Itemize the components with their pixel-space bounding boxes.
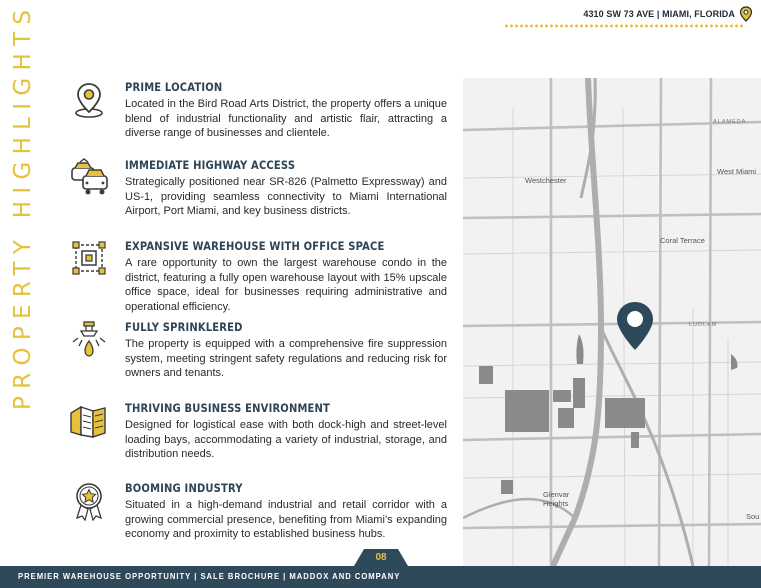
map-label-westchester: Westchester [525, 176, 567, 185]
section-body: Situated in a high-demand industrial and retail corridor with a growing commercial presence, benefiting from Miami’s expanding economy and proximity to established business hubs. [125, 499, 447, 541]
section-body: The property is equipped with a comprehensive fire suppression system, meeting stringent safety regulations and reducing risk for owners and tenants. [125, 338, 447, 380]
buildings-icon [68, 401, 110, 441]
footer-text: PREMIER WAREHOUSE OPPORTUNITY | SALE BROCHURE | MADDOX AND COMPANY [18, 571, 401, 581]
map-label-west-miami: West Miami [717, 167, 757, 176]
section-title: THRIVING BUSINESS ENVIRONMENT [125, 401, 331, 415]
section-body: Designed for logistical ease with both dock-high and street-level loading bays, accommodating a variety of industrial, storage, and distribution needs. [125, 419, 447, 461]
location-pin-icon [68, 80, 110, 120]
cars-icon [68, 158, 110, 198]
section-title: EXPANSIVE WAREHOUSE WITH OFFICE SPACE [125, 239, 385, 253]
header-dotted-divider [504, 24, 744, 28]
map-marker-icon[interactable] [614, 300, 656, 352]
award-badge-icon [68, 481, 110, 521]
section-body: Located in the Bird Road Arts District, the property offers a unique blend of industrial functionality and artistic flair, attracting a diverse range of businesses and clientele. [125, 98, 447, 140]
map-label-glenvar: Glenvar [543, 490, 570, 499]
location-map [463, 78, 761, 566]
map-label-ludlam: LUDLAM [689, 322, 718, 328]
section-title: PRIME LOCATION [125, 80, 223, 94]
section-title: BOOMING INDUSTRY [125, 481, 243, 495]
sprinkler-icon [68, 320, 110, 360]
page-number: 08 [375, 552, 387, 563]
property-address: 4310 SW 73 AVE | MIAMI, FLORIDA [583, 9, 735, 19]
header-bar [583, 6, 753, 22]
map-label-south: Sou [746, 512, 760, 521]
footer-bar [0, 566, 761, 588]
map-label-coral-terrace: Coral Terrace [660, 236, 705, 245]
side-title: PROPERTY HIGHLIGHTS [10, 2, 36, 410]
section-body: A rare opportunity to own the largest warehouse condo in the district, featuring a fully open warehouse layout with 15% upscale office space, ideal for businesses requiring administrative and operational efficiency. [125, 257, 447, 313]
map-label-heights: Heights [543, 499, 569, 508]
location-pin-icon [739, 6, 753, 22]
section-title: IMMEDIATE HIGHWAY ACCESS [125, 158, 296, 172]
section-body: Strategically positioned near SR-826 (Palmetto Expressway) and US-1, providing seamless connectivity to Miami International Airport, Port Miami, and key business districts. [125, 176, 447, 218]
floor-plan-icon [68, 239, 110, 279]
map-label-alameda: ALAMEDA [713, 119, 747, 125]
section-title: FULLY SPRINKLERED [125, 320, 243, 334]
